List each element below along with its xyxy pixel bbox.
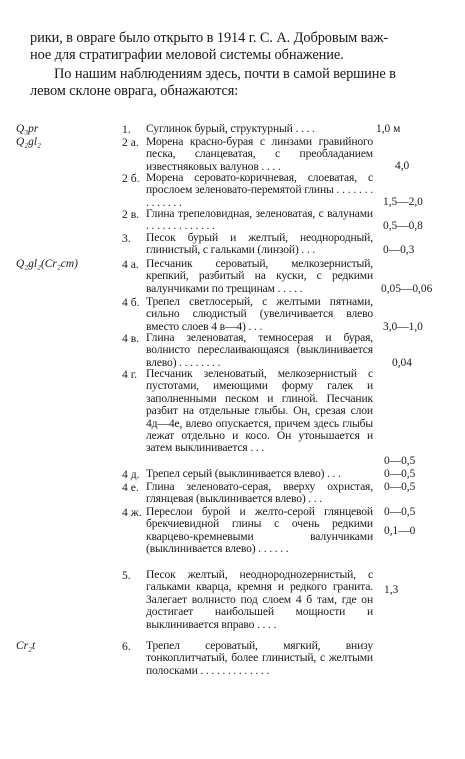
layer-description: Глина трепеловидная, зеленоватая, с валунами . . . . . . . . . . . . . <box>146 207 373 233</box>
layer-thickness: 0,04 <box>392 357 412 369</box>
layer-description: Песчаник сероватый, мелкозернистый, крепкий, разбитый на куски, с редкими валунчиками по трещинам . . . . . <box>146 257 373 295</box>
layer-number: 5. <box>122 569 131 582</box>
layer-description: Суглинок бурый, структурный . . . . <box>146 122 315 135</box>
layer-number: 4 б. <box>122 296 140 309</box>
layer-number: 1. <box>122 123 131 136</box>
layer-number: 4 д. <box>122 468 140 481</box>
layer-thickness: 0—0,5 <box>384 481 416 493</box>
intro-paragraph-2 <box>30 66 445 100</box>
layer-thickness: 0,05—0,06 <box>381 283 433 295</box>
stratigraphic-index: Q₂gl₂(Cr₂cm) <box>16 258 78 270</box>
layer-number: 4 ж. <box>122 506 142 519</box>
layer-number: 4 г. <box>122 368 138 381</box>
layer-thickness: 0—0,5 <box>384 455 416 467</box>
layer-thickness: 3,0—1,0 <box>383 321 423 333</box>
layer-thickness: 0—0,3 <box>383 244 415 256</box>
stratigraphic-index: Cr₂t <box>16 640 36 652</box>
layer-description: Песок бурый и желтый, неоднородный, глинистый, с гальками (линзой) . . . <box>146 231 373 257</box>
layer-thickness: 0—0,5 <box>384 468 416 480</box>
layer-number: 4 е. <box>122 481 139 494</box>
layer-description: Морена серовато-коричневая, слоеватая, с прослоем зеленовато-перемятой глины . . . . . . . . . . . . . . <box>146 171 373 209</box>
intro-line-1: рики, в овраге было открыто в 1914 г. С. А. Добровым важ- <box>30 30 388 46</box>
intro-line-4: левом склоне оврага, обнажаются: <box>30 83 239 99</box>
layer-number: 2 б. <box>122 172 140 185</box>
intro-line-2: ное для стратиграфии меловой системы обнажение. <box>30 47 344 63</box>
layer-number: 3. <box>122 232 131 245</box>
layer-thickness-a: 0—0,5 <box>384 506 416 518</box>
layer-thickness: 1,0 м <box>376 123 401 135</box>
layer-description: Песчаник зеленоватый, мелкозернистый с пустотами, имеющими форму галек и заполненными песком и глиной. Песчаник разбит на отдельные глыбы. Он, срезая слои 4д—4е, влево опускается, причем здесь глыбы лежат отдельно и косо. Он утоньшается и затем выклинивается . . . <box>146 367 373 455</box>
layer-number: 2 а. <box>122 136 139 149</box>
layer-description: Глина зеленовато-серая, вверху охристая, глянцевая (выклинивается влево) . . . <box>146 480 373 506</box>
stratigraphic-index: Q₃pr <box>16 123 39 135</box>
layer-number: 4 в. <box>122 332 140 345</box>
layer-description: Морена красно-бурая с линзами гравийного песка, сланцеватая, с преобладанием известняковых валунов . . . . <box>146 135 373 173</box>
layer-description: Глина зеленоватая, темносерая и бурая, волнисто переслаивающаяся (выклинивается влево) . . . . . . . . <box>146 331 373 369</box>
layer-thickness: 1,3 <box>384 584 399 596</box>
layer-description: Песок желтый, неоднородноzернистый, с гальками кварца, кремня и редкого гранита. Залегает волнисто под слоем 4 б там, где он достигает наибольшей мощности и выклинивается вправо . . . . <box>146 568 373 631</box>
layer-thickness: 0,1—0 <box>384 525 416 537</box>
layer-description: Переслои бурой и желто-серой глянцевой брекчиевидной глины с очень редкими кварцево-кремневыми валунчиками (выклинивается влево) . . . . . . <box>146 505 373 556</box>
layer-description: Трепел серый (выклинивается влево) . . . <box>146 467 341 480</box>
layer-description: Трепел сероватый, мягкий, внизу тонкоплитчатый, более глинистый, с желтыми полосками . . . . . . . . . . . . . <box>146 639 373 677</box>
layer-number: 2 в. <box>122 208 140 221</box>
layer-thickness: 4,0 <box>395 160 410 172</box>
layer-thickness: 0,5—0,8 <box>383 220 423 232</box>
stratigraphic-index: Q₂gl₂ <box>16 136 42 148</box>
layer-thickness: 1,5—2,0 <box>383 196 423 208</box>
layer-number: 6. <box>122 640 131 653</box>
layer-description: Трепел светлосерый, с желтыми пятнами, сильно слюдистый (увеличивается влево вместо слоев 4 в—4) . . . <box>146 295 373 333</box>
intro-paragraph-1 <box>30 30 445 64</box>
intro-line-3: По нашим наблюдениям здесь, почти в самой вершине в <box>54 66 396 82</box>
layer-number: 4 а. <box>122 258 139 271</box>
